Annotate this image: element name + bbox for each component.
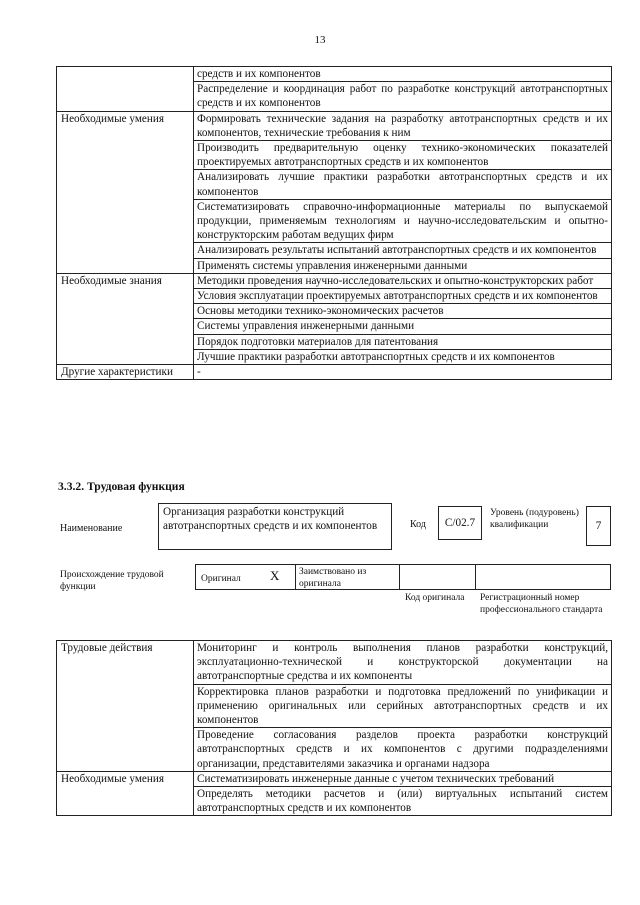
row-item: Определять методики расчетов и (или) виртуальных испытаний систем автотранспортных средств и их компонентов	[194, 787, 612, 816]
original-label: Оригинал	[201, 574, 241, 584]
competency-row	[57, 273, 612, 288]
row-item: Мониторинг и контроль выполнения планов разработки конструкций, эксплуатационно-технической и конструкторской документации на автотранспортные средства и их компоненты	[194, 641, 612, 685]
competency-row	[57, 111, 612, 140]
labor-action-row	[57, 771, 612, 786]
code-label: Код	[410, 519, 426, 530]
row-item: Лучшие практики разработки автотранспортных средств и их компонентов	[194, 349, 612, 364]
level-label: Уровень (подуровень) квалификации	[490, 508, 579, 530]
level-field: 7	[586, 506, 611, 546]
row-item: Распределение и координация работ по разработке конструкций автотранспортных средств и их компонентов	[194, 82, 612, 111]
row-label: Необходимые умения	[57, 111, 194, 273]
reg-number-label: Регистрационный номер профессионального стандарта	[480, 593, 603, 615]
origin-label: Происхождение трудовой функции	[60, 570, 164, 592]
row-item: Проведение согласования разделов проекта разработки конструкций автотранспортных средств и их компонентов с другими подразделениями организации, представителями заказчика и органами надзора	[194, 728, 612, 772]
row-item: Основы методики технико-экономических расчетов	[194, 304, 612, 319]
row-label: Необходимые умения	[57, 771, 194, 816]
competency-row	[57, 365, 612, 380]
section-title: 3.3.2. Трудовая функция	[58, 480, 185, 493]
row-item: Порядок подготовки материалов для патентования	[194, 334, 612, 349]
labor-actions-table	[56, 640, 612, 816]
row-item: Применять системы управления инженерными данными	[194, 258, 612, 273]
row-item: Формировать технические задания на разработку автотранспортных средств и их компонентов, технические требования к ним	[194, 111, 612, 140]
row-item: Корректировка планов разработки и подготовка предложений по унификации и применению оригинальных или серийных автотранспортных средств и их компонентов	[194, 684, 612, 728]
row-item: Систематизировать справочно-информационные материалы по выпускаемой продукции, применяемым технологиям и научно-исследовательским и опытно-конструкторским работам ведущих фирм	[194, 199, 612, 243]
row-item: Производить предварительную оценку технико-экономических показателей проектируемых автотранспортных средств и их компонентов	[194, 141, 612, 170]
row-label: Необходимые знания	[57, 273, 194, 364]
row-label	[57, 67, 194, 112]
name-label: Наименование	[60, 523, 123, 534]
row-item: -	[194, 365, 612, 380]
row-label: Трудовые действия	[57, 641, 194, 772]
origin-code-label: Код оригинала	[405, 593, 465, 603]
function-code-field: C/02.7	[438, 506, 482, 540]
row-item: Анализировать результаты испытаний автотранспортных средств и их компонентов	[194, 243, 612, 258]
row-item: Методики проведения научно-исследовательских и опытно-конструкторских работ	[194, 273, 612, 288]
original-mark: X	[270, 568, 280, 583]
row-item: Систематизировать инженерные данные с учетом технических требований	[194, 771, 612, 786]
origin-code-cell	[399, 564, 476, 590]
row-item: Условия эксплуатации проектируемых автотранспортных средств и их компонентов	[194, 289, 612, 304]
row-item: средств и их компонентов	[194, 67, 612, 82]
page-number: 13	[314, 34, 326, 46]
borrowed-label: Заимствовано из оригинала	[299, 567, 367, 589]
row-item: Анализировать лучшие практики разработки автотранспортных средств и их компонентов	[194, 170, 612, 199]
row-item: Системы управления инженерными данными	[194, 319, 612, 334]
labor-action-row	[57, 641, 612, 685]
competency-table	[56, 66, 612, 380]
competency-row	[57, 67, 612, 82]
row-label: Другие характеристики	[57, 365, 194, 380]
function-name-field: Организация разработки конструкций автотранспортных средств и их компонентов	[158, 503, 392, 550]
